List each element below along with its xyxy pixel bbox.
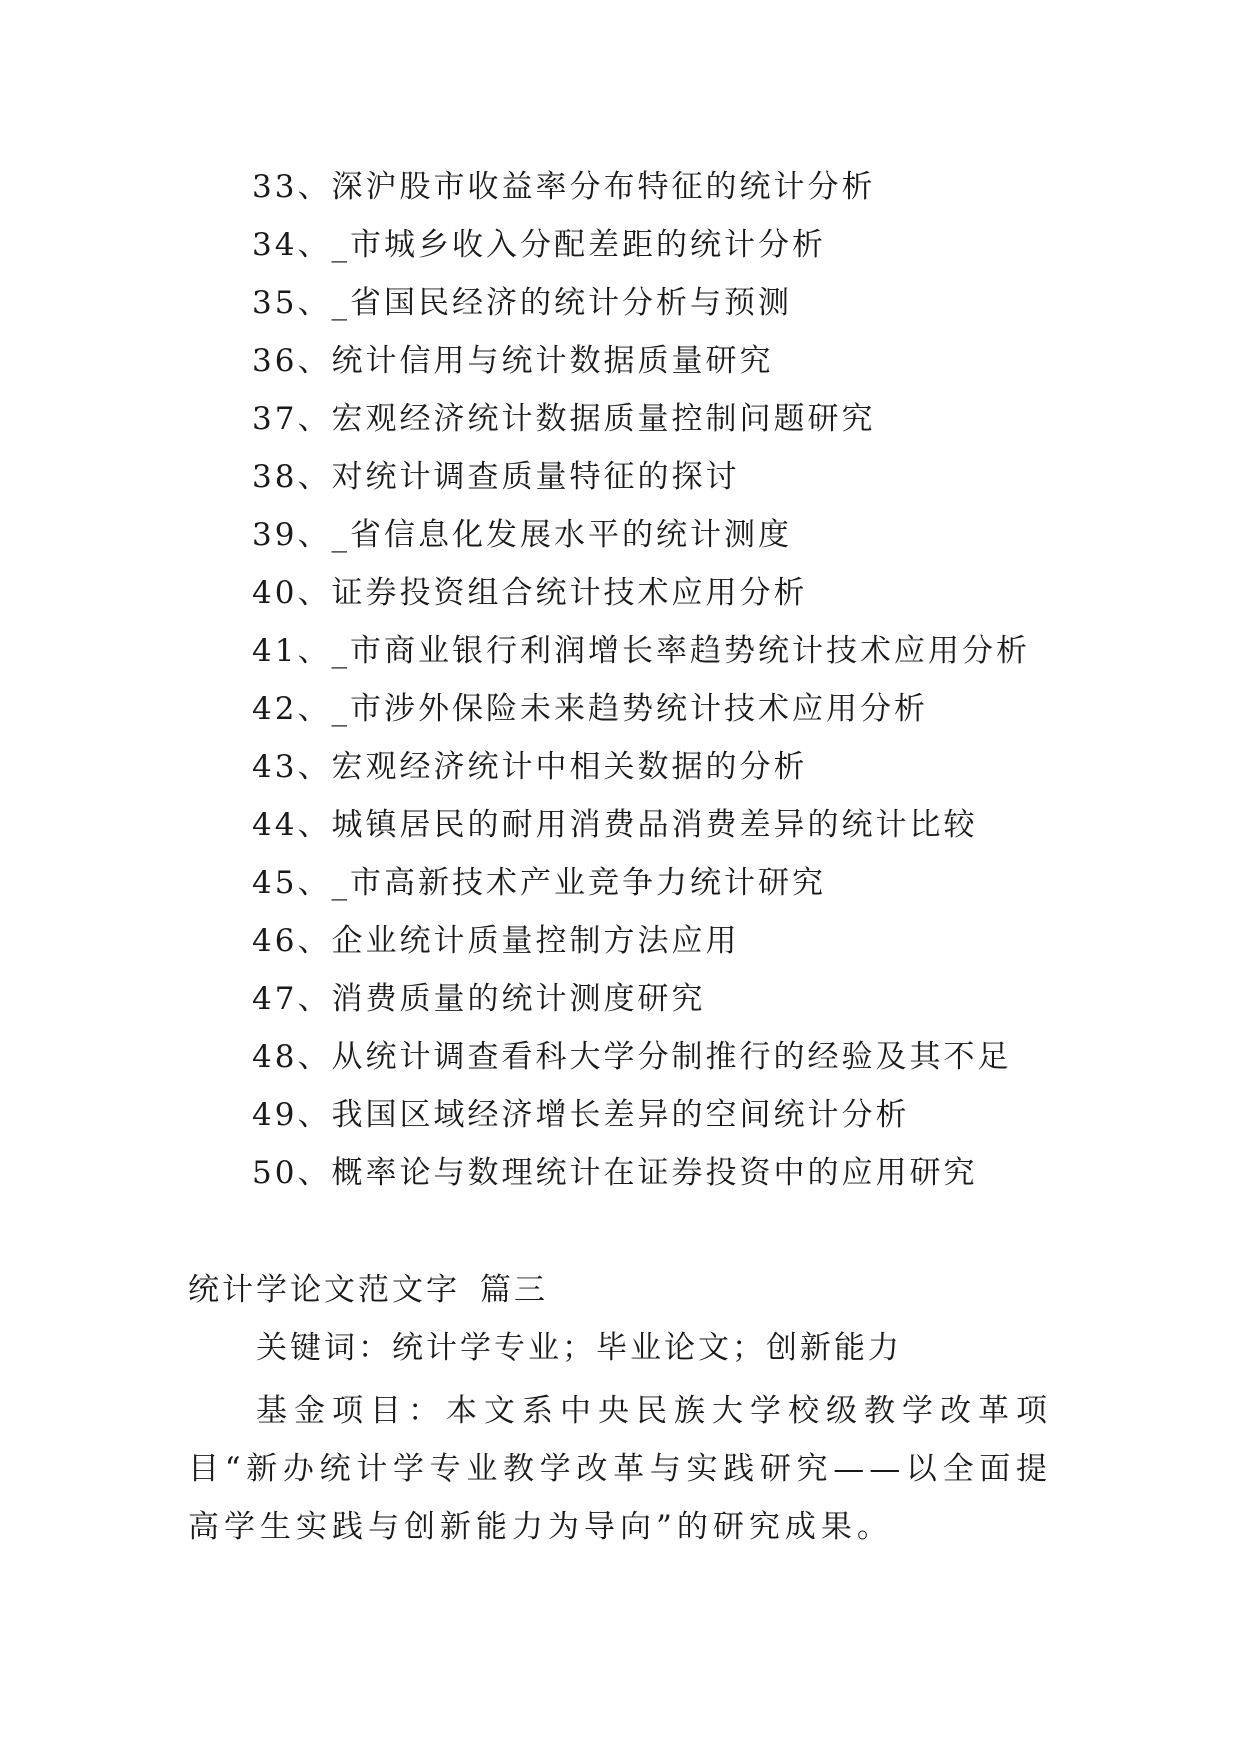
list-item bbox=[252, 970, 1030, 1028]
topic-separator: 、 bbox=[297, 981, 332, 1017]
topic-title: _市商业银行利润增长率趋势统计技术应用分析 bbox=[331, 633, 1030, 669]
list-item bbox=[252, 680, 1030, 738]
topic-title: _省国民经济的统计分析与预测 bbox=[331, 285, 792, 321]
section-heading bbox=[188, 1264, 548, 1309]
topic-number: 43 bbox=[252, 749, 298, 785]
topic-number: 49 bbox=[252, 1097, 298, 1133]
topic-list bbox=[252, 158, 1030, 1202]
list-item bbox=[252, 912, 1030, 970]
list-item bbox=[252, 1144, 1030, 1202]
topic-separator: 、 bbox=[297, 865, 332, 901]
topic-separator: 、 bbox=[297, 1097, 332, 1133]
topic-separator: 、 bbox=[297, 343, 332, 379]
list-item bbox=[252, 1086, 1030, 1144]
topic-number: 34 bbox=[252, 227, 298, 263]
topic-title: 企业统计质量控制方法应用 bbox=[331, 923, 740, 959]
topic-title: 消费质量的统计测度研究 bbox=[331, 981, 706, 1017]
topic-number: 37 bbox=[252, 401, 298, 437]
topic-number: 33 bbox=[252, 169, 298, 205]
list-item bbox=[252, 448, 1030, 506]
topic-separator: 、 bbox=[297, 459, 332, 495]
topic-number: 38 bbox=[252, 459, 298, 495]
fund-paragraph: 基金项目：本文系中央民族大学校级教学改革项目“新办统计学专业教学改革与实践研究——以全面提高学生实践与创新能力为导向”的研究成果。 bbox=[188, 1393, 1052, 1545]
topic-separator: 、 bbox=[297, 691, 332, 727]
topic-number: 45 bbox=[252, 865, 298, 901]
list-item bbox=[252, 216, 1030, 274]
list-item bbox=[252, 274, 1030, 332]
topic-title: 概率论与数理统计在证券投资中的应用研究 bbox=[331, 1155, 978, 1191]
list-item bbox=[252, 854, 1030, 912]
list-item bbox=[252, 390, 1030, 448]
topic-separator: 、 bbox=[297, 807, 332, 843]
list-item bbox=[252, 622, 1030, 680]
topic-separator: 、 bbox=[297, 401, 332, 437]
list-item bbox=[252, 332, 1030, 390]
list-item bbox=[252, 158, 1030, 216]
list-item bbox=[252, 1028, 1030, 1086]
topic-title: 城镇居民的耐用消费品消费差异的统计比较 bbox=[331, 807, 978, 843]
section-part: 篇三 bbox=[480, 1272, 548, 1308]
topic-number: 35 bbox=[252, 285, 298, 321]
topic-separator: 、 bbox=[297, 575, 332, 611]
topic-title: _市城乡收入分配差距的统计分析 bbox=[331, 227, 826, 263]
topic-separator: 、 bbox=[297, 923, 332, 959]
topic-separator: 、 bbox=[297, 633, 332, 669]
topic-separator: 、 bbox=[297, 1039, 332, 1075]
topic-number: 50 bbox=[252, 1155, 298, 1191]
list-item bbox=[252, 506, 1030, 564]
topic-title: 统计信用与统计数据质量研究 bbox=[331, 343, 774, 379]
list-item bbox=[252, 564, 1030, 622]
topic-title: 证券投资组合统计技术应用分析 bbox=[331, 575, 808, 611]
keywords-line: 关键词：统计学专业；毕业论文；创新能力 bbox=[256, 1330, 902, 1366]
topic-title: 宏观经济统计中相关数据的分析 bbox=[331, 749, 808, 785]
list-item bbox=[252, 796, 1030, 854]
topic-number: 42 bbox=[252, 691, 298, 727]
topic-number: 39 bbox=[252, 517, 298, 553]
topic-separator: 、 bbox=[297, 227, 332, 263]
topic-separator: 、 bbox=[297, 285, 332, 321]
topic-title: 从统计调查看科大学分制推行的经验及其不足 bbox=[331, 1039, 1012, 1075]
topic-number: 41 bbox=[252, 633, 298, 669]
topic-title: 我国区域经济增长差异的空间统计分析 bbox=[331, 1097, 910, 1133]
topic-number: 40 bbox=[252, 575, 298, 611]
topic-title: 宏观经济统计数据质量控制问题研究 bbox=[331, 401, 876, 437]
topic-separator: 、 bbox=[297, 1155, 332, 1191]
topic-title: _省信息化发展水平的统计测度 bbox=[331, 517, 792, 553]
topic-separator: 、 bbox=[297, 749, 332, 785]
topic-number: 46 bbox=[252, 923, 298, 959]
list-item bbox=[252, 738, 1030, 796]
section-title: 统计学论文范文字 bbox=[188, 1272, 460, 1308]
topic-separator: 、 bbox=[297, 517, 332, 553]
topic-number: 47 bbox=[252, 981, 298, 1017]
topic-title: _市涉外保险未来趋势统计技术应用分析 bbox=[331, 691, 928, 727]
topic-title: 深沪股市收益率分布特征的统计分析 bbox=[331, 169, 876, 205]
topic-number: 44 bbox=[252, 807, 298, 843]
topic-number: 48 bbox=[252, 1039, 298, 1075]
topic-separator: 、 bbox=[297, 169, 332, 205]
topic-title: _市高新技术产业竞争力统计研究 bbox=[331, 865, 826, 901]
topic-title: 对统计调查质量特征的探讨 bbox=[331, 459, 740, 495]
topic-number: 36 bbox=[252, 343, 298, 379]
